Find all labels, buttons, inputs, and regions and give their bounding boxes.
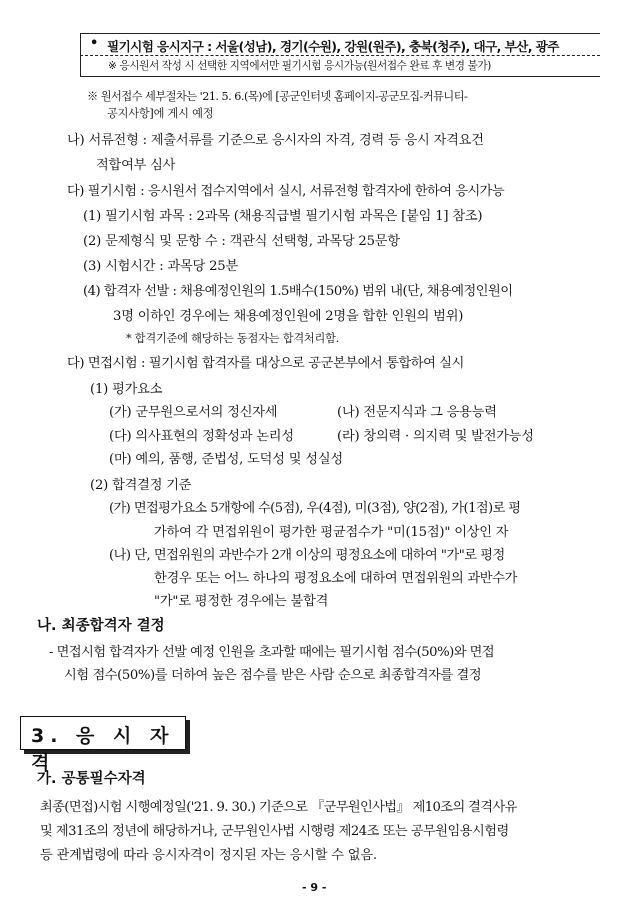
- interview-eval-a: (가) 군무원으로서의 정신자세: [109, 405, 278, 420]
- interview-eval-c: (다) 의사표현의 정확성과 논리성: [109, 429, 294, 444]
- written-exam-item-time: (3) 시험시간 : 과목당 25분: [83, 259, 238, 274]
- written-exam-item-selection: (4) 합격자 선발 : 채용예정인원의 1.5배수(150%) 범위 내(단, 채용예정인원이: [83, 284, 513, 299]
- exam-region-box-divider: [80, 55, 600, 56]
- exam-region-text: 필기시험 응시지구 : 서울(성남), 경기(수원), 강원(원주), 충북(청주), 대구, 부산, 광주: [107, 39, 559, 54]
- common-requirements-heading: 가. 공통필수자격: [37, 771, 146, 787]
- final-selection-heading: 나. 최종합격자 결정: [37, 618, 165, 634]
- exam-region-note: ※ 응시원서 작성 시 선택한 지역에서만 필기시험 응시가능(원서접수 완료 후 변경 불가): [108, 60, 491, 72]
- interview-decision-b-line1: (나) 단, 면접위원의 과반수가 2개 이상의 평정요소에 대하여 "가"로 평정: [109, 548, 505, 563]
- interview-decision-b-line3: "가"로 평정한 경우에는 불합격: [154, 594, 329, 609]
- procedure-note-line2: 공지사항]에 게시 예정: [107, 107, 214, 120]
- exam-region-bullet: •: [90, 36, 99, 51]
- interview-eval-b: (나) 전문지식과 그 응용능력: [337, 405, 497, 420]
- interview-decision-title: (2) 합격결정 기준: [90, 478, 192, 493]
- written-exam-heading: 다) 필기시험 : 응시원서 접수지역에서 실시, 서류전형 합격자에 한하여 응시가능: [67, 184, 505, 199]
- interview-decision-a-line1: (가) 면접평가요소 5개항에 수(5점), 우(4점), 미(3점), 양(2점), 가(1점)로 평: [109, 501, 521, 516]
- interview-eval-title: (1) 평가요소: [90, 382, 163, 397]
- written-exam-item-subjects: (1) 필기시험 과목 : 2과목 (채용직급별 필기시험 과목은 [붙임 1] 참조): [83, 209, 483, 224]
- written-exam-tie-note: * 합격기준에 해당하는 동점자는 합격처리함.: [126, 332, 340, 345]
- common-requirements-line2: 및 제31조의 정년에 해당하거나, 군무원인사법 시행령 제24조 또는 공무원임용시험령: [40, 824, 509, 839]
- interview-decision-a-line2: 가하여 각 면접위원이 평가한 평균점수가 "미(15점)" 이상인 자: [154, 525, 509, 540]
- interview-eval-e: (마) 예의, 품행, 준법성, 도덕성 및 성실성: [109, 452, 343, 467]
- final-selection-line2: 시험 점수(50%)를 더하여 높은 점수를 받은 사람 순으로 최종합격자를 결정: [64, 668, 482, 683]
- written-exam-item-format: (2) 문제형식 및 문항 수 : 객관식 선택형, 과목당 25문항: [83, 234, 400, 249]
- common-requirements-line3: 등 관계법령에 따라 응시자격이 정지된 자는 응시할 수 없음.: [40, 848, 377, 863]
- interview-eval-d: (라) 창의력 · 의지력 및 발전가능성: [337, 429, 534, 444]
- final-selection-line1: - 면접시험 합격자가 선발 예정 인원을 초과할 때에는 필기시험 점수(50%)와 면접: [49, 645, 495, 660]
- procedure-note-line1: ※ 원서접수 세부절차는 '21. 5. 6.(목)에 [공군인터넷 홈페이지-공군모집-커뮤니티-: [87, 90, 468, 103]
- written-exam-item-selection-cont: 3명 이하인 경우에는 채용예정인원에 2명을 합한 인원의 범위): [113, 309, 464, 324]
- document-screening-line2: 적합여부 심사: [96, 158, 176, 173]
- document-screening-line1: 나) 서류전형 : 제출서류를 기준으로 응시자의 자격, 경력 등 응시 자격요건: [67, 133, 484, 148]
- section-3-title-box: [20, 716, 186, 774]
- interview-decision-b-line2: 한경우 또는 어느 하나의 평정요소에 대하여 면접위원의 과반수가: [154, 571, 518, 586]
- section-3-title: 3. 응 시 자 격: [31, 725, 175, 774]
- page-number: - 9 -: [302, 881, 327, 894]
- common-requirements-line1: 최종(면접)시험 시행예정일('21. 9. 30.) 기준으로 『군무원인사법』 제10조의 결격사유: [40, 800, 517, 815]
- interview-heading: 다) 면접시험 : 필기시험 합격자를 대상으로 공군본부에서 통합하여 실시: [67, 356, 464, 371]
